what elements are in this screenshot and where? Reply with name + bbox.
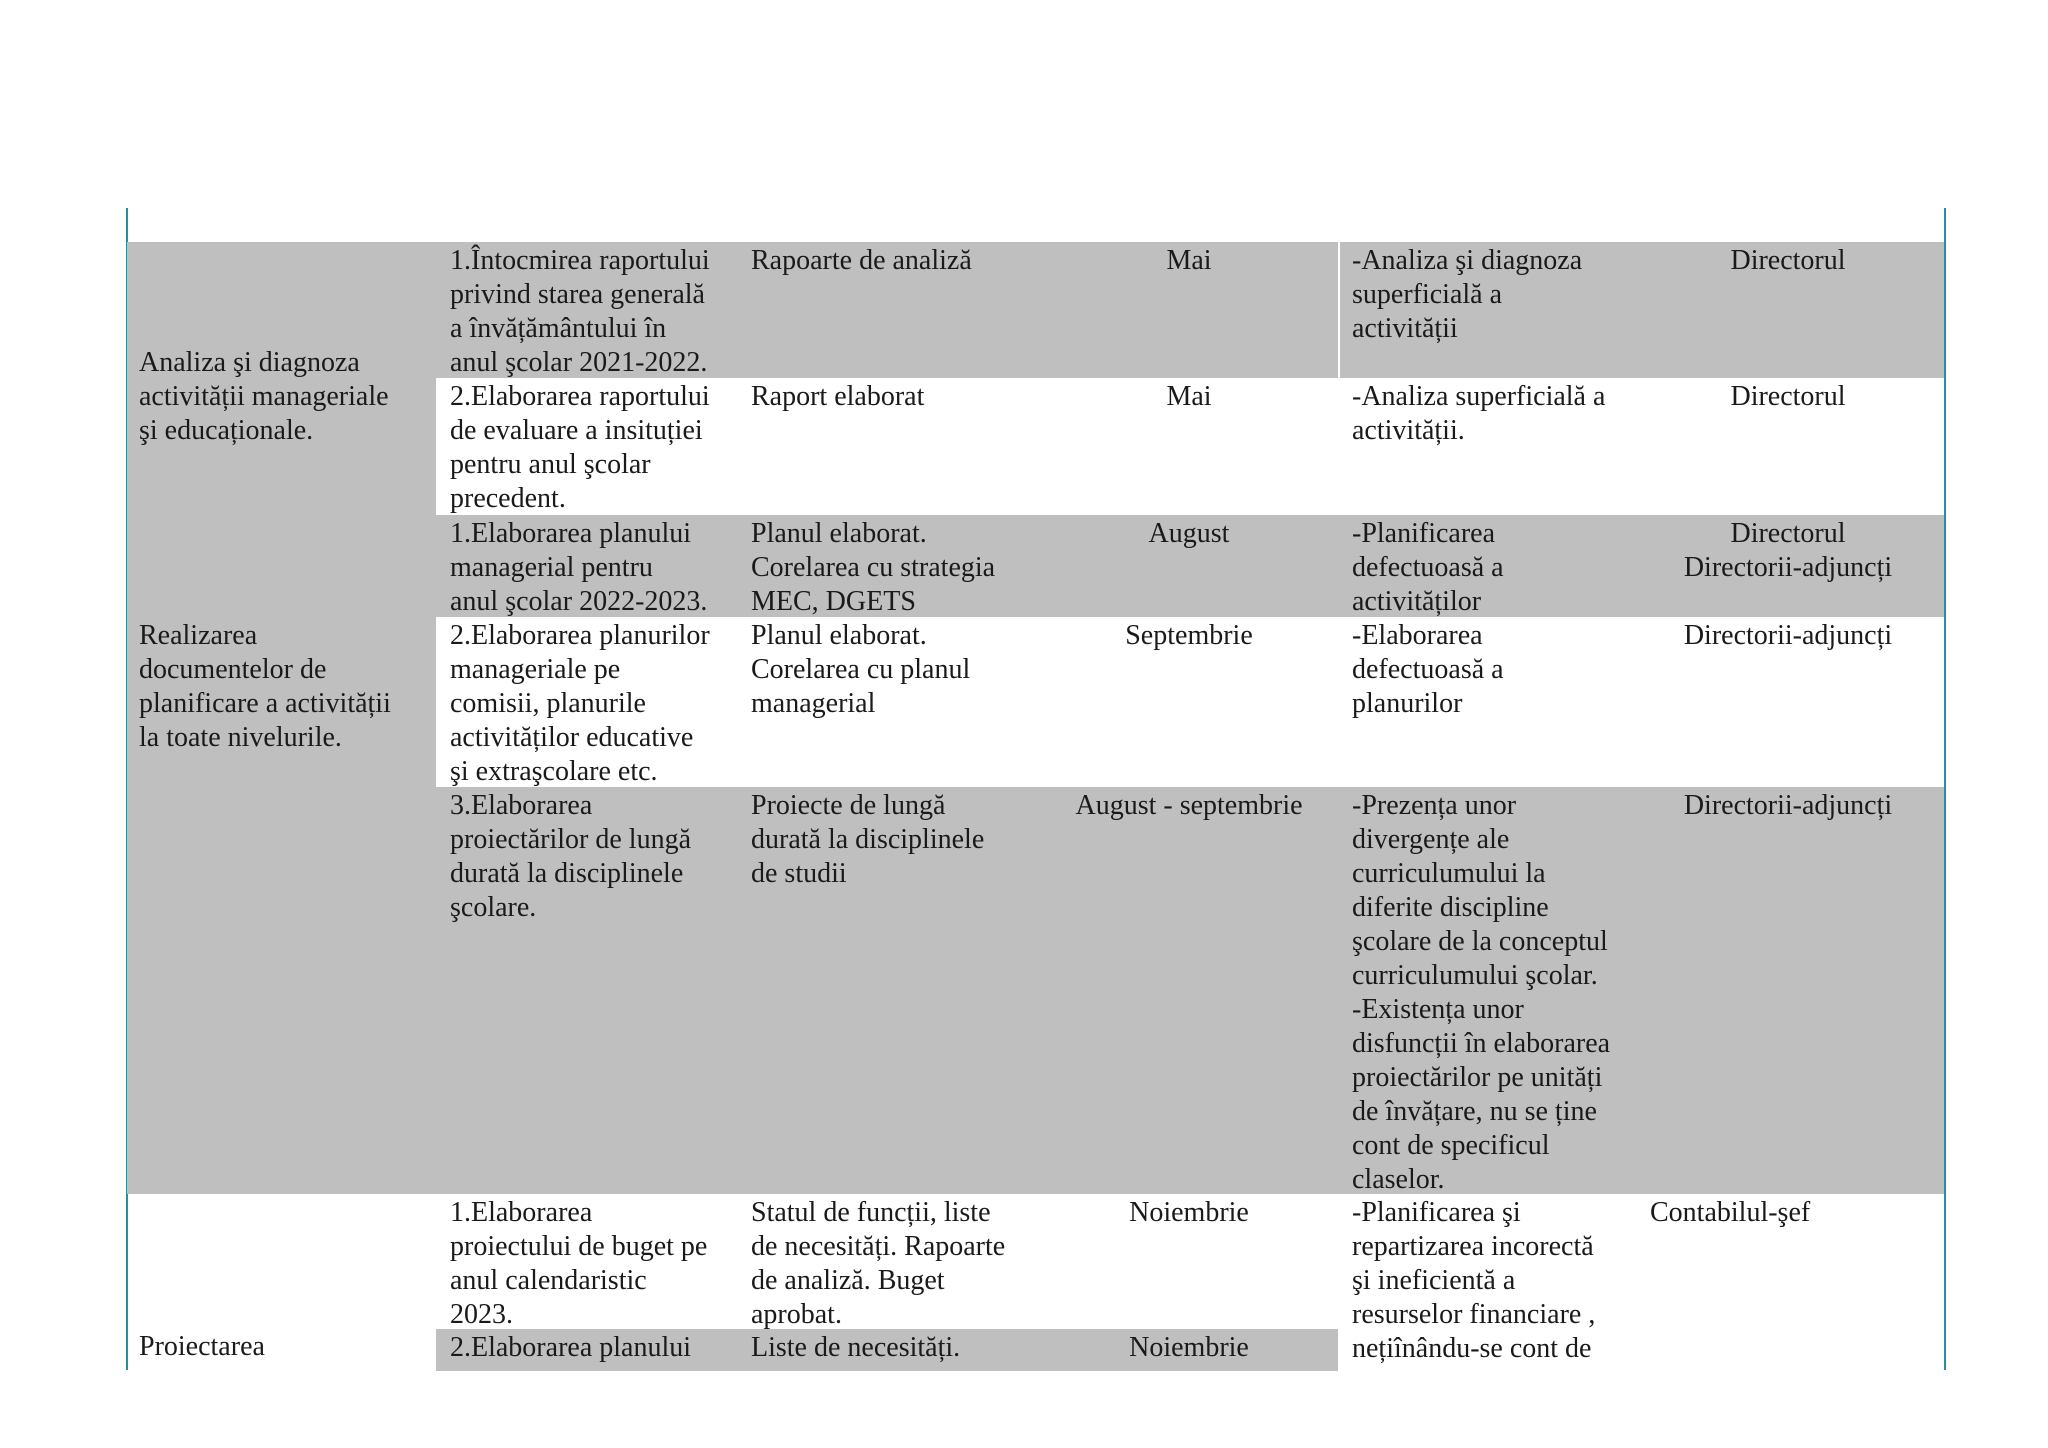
term-cell: August - septembrie [1075, 790, 1303, 821]
term-cell: Mai [1166, 245, 1212, 276]
group-title: Realizarea documentelor de planificare a activității la toate nivelurile. [139, 620, 391, 753]
term-cell: Noiembrie [1129, 1197, 1249, 1228]
action-cell: 1.Elaborarea proiectului de buget pe anul calendaristic 2023. [450, 1197, 708, 1330]
action-cell: 3.Elaborarea proiectărilor de lungă durată la disciplinele şcolare. [450, 790, 692, 923]
responsible-cell: Contabilul-şef [1650, 1197, 1811, 1228]
action-cell: 2.Elaborarea planurilor manageriale pe comisii, planurile activităților educative şi extraşcolare etc. [450, 620, 710, 787]
risk-cell: -Planificarea defectuoasă a activităților [1352, 518, 1504, 617]
indicator-cell: Planul elaborat. Corelarea cu strategia MEC, DGETS [751, 518, 996, 617]
action-cell: 2.Elaborarea raportului de evaluare a insituției pentru anul şcolar precedent. [450, 381, 710, 514]
table-right-border [1944, 208, 1946, 1370]
indicator-cell: Liste de necesități. [751, 1332, 961, 1363]
term-cell: Septembrie [1125, 620, 1253, 651]
responsible-cell: Directorul [1730, 245, 1846, 276]
action-cell: 1.Întocmirea raportului privind starea generală a învățământului în anul şcolar 2021-2022. [450, 245, 710, 378]
indicator-cell: Raport elaborat [751, 381, 925, 412]
risk-cell: -Analiza superficială a activității. [1352, 381, 1606, 446]
term-cell: August [1148, 518, 1230, 549]
responsible-cell: Directorii-adjuncți [1683, 790, 1893, 821]
term-cell: Mai [1166, 381, 1212, 412]
indicator-cell: Statul de funcții, liste de necesități. Rapoarte de analiză. Buget aprobat. [751, 1197, 1006, 1330]
risk-cell: -Elaborarea defectuoasă a planurilor [1352, 620, 1504, 719]
risk-cell: -Prezența unor divergențe ale curriculumului la diferite discipline şcolare de la conceptul curriculumului şcolar. -Existența unor disfuncții în elaborarea proiectărilor pe unități de învățare, nu se ține cont de specificul claselor. [1352, 790, 1611, 1195]
action-cell: 1.Elaborarea planului managerial pentru anul şcolar 2022-2023. [450, 518, 708, 617]
risk-cell: -Planificarea şi repartizarea incorectă şi ineficientă a resurselor financiare , nețiînându-se cont de [1352, 1197, 1596, 1364]
cell-divider [1338, 242, 1340, 378]
group-title: Proiectarea [139, 1331, 265, 1362]
term-cell: Noiembrie [1129, 1332, 1249, 1363]
responsible-cell: Directorii-adjuncți [1683, 620, 1893, 651]
action-cell: 2.Elaborarea planului [450, 1332, 692, 1363]
indicator-cell: Proiecte de lungă durată la disciplinele de studii [751, 790, 985, 889]
responsible-cell: Directorul Directorii-adjuncți [1683, 518, 1893, 583]
indicator-cell: Rapoarte de analiză [751, 245, 972, 276]
responsible-cell: Directorul [1730, 381, 1846, 412]
indicator-cell: Planul elaborat. Corelarea cu planul managerial [751, 620, 971, 719]
group-title: Analiza şi diagnoza activității manageriale şi educaționale. [139, 347, 389, 446]
risk-cell: -Analiza şi diagnoza superficială a activității [1352, 245, 1583, 344]
